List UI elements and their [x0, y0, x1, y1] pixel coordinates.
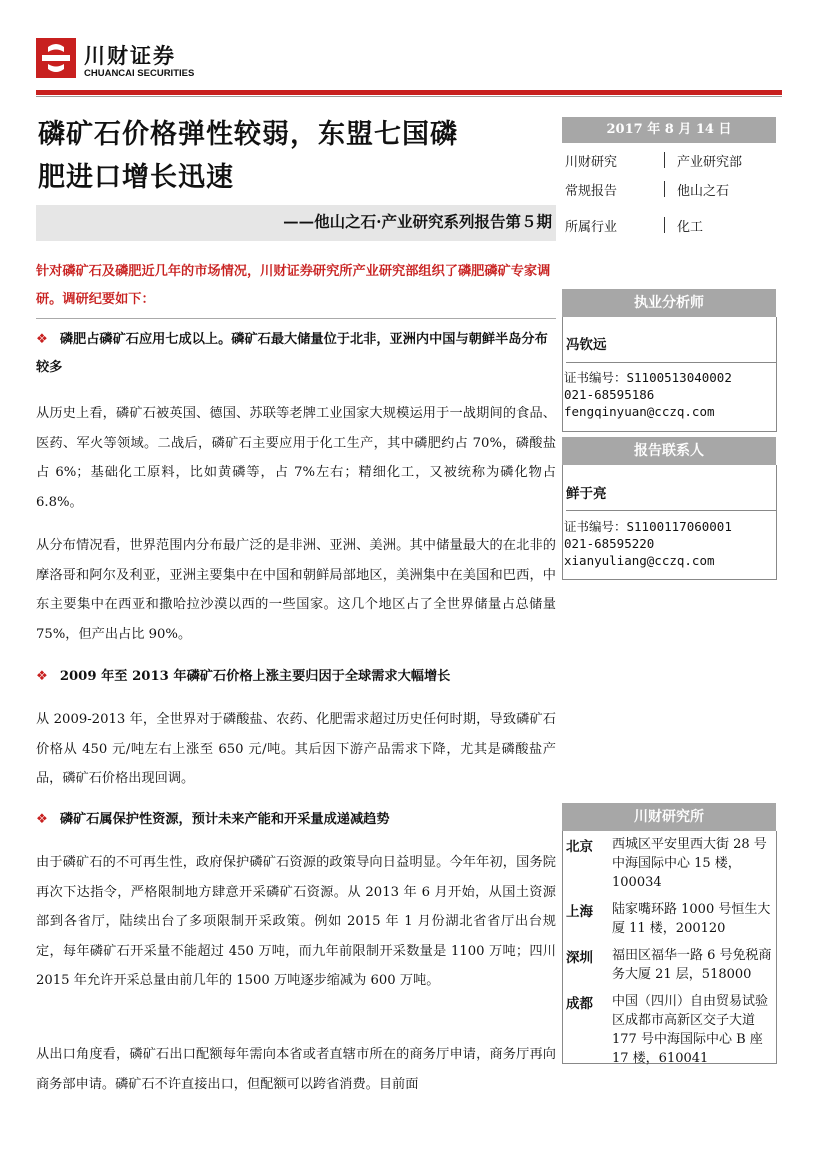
- office-city-shenzhen: 深圳: [566, 950, 593, 966]
- contact-cert: 证书编号：S1100117060001: [564, 519, 732, 534]
- meta-key-3: 所属行业: [565, 220, 618, 235]
- intro-paragraph: 针对磷矿石及磷肥近几年的市场情况，川财证券研究所产业研究部组织了磷肥磷矿专家调研。调研纪要如下：: [36, 264, 551, 307]
- section-heading-1-text: 磷肥占磷矿石应用七成以上。磷矿石最大储量位于北非，亚洲内中国与朝鲜半岛分布较多: [36, 332, 548, 375]
- company-logo: [36, 38, 76, 78]
- paragraph-3: 从 2009-2013 年，全世界对于磷酸盐、农药、化肥需求超过历史任何时期，导致磷矿石价格从 450 元/吨左右上涨至 650 元/吨。其后因下游产品需求下降，尤其是磷酸盐产品，磷矿石价格出现回调。: [36, 712, 556, 786]
- section-heading-3: [36, 806, 556, 834]
- meta-value-1: 产业研究部: [677, 155, 743, 170]
- title-line-2: 肥进口增长迅速: [38, 162, 234, 193]
- contact-phone: 021-68595220: [564, 536, 655, 551]
- office-addr-shenzhen: 福田区福华一路 6 号免税商务大厦 21 层，518000: [612, 948, 772, 982]
- meta-key-2: 常规报告: [565, 184, 618, 199]
- analyst-email[interactable]: fengqinyuan@cczq.com: [564, 404, 715, 419]
- office-city-chengdu: 成都: [566, 996, 593, 1012]
- office-addr-beijing: 西城区平安里西大街 28 号中海国际中心 15 楼，100034: [612, 837, 767, 890]
- header-grey-rule: [36, 96, 782, 97]
- contact-divider: [566, 510, 776, 511]
- section-heading-2-text: 2009 年至 2013 年磷矿石价格上涨主要归因于全球需求大幅增长: [59, 669, 451, 684]
- office-addr-shanghai: 陆家嘴环路 1000 号恒生大厦 11 楼，200120: [612, 902, 771, 936]
- analyst-name: 冯钦远: [566, 337, 607, 353]
- office-addr-chengdu: 中国（四川）自由贸易试验区成都市高新区交子大道 177 号中海国际中心 B 座 17 楼，610041: [612, 994, 769, 1066]
- office-city-shanghai: 上海: [566, 904, 593, 920]
- analyst-cert: 证书编号：S1100513040002: [564, 370, 732, 385]
- contact-name: 鲜于亮: [566, 486, 607, 502]
- report-subtitle: ——他山之石·产业研究系列报告第５期: [283, 212, 552, 231]
- paragraph-2: 从分布情况看，世界范围内分布最广泛的是非洲、亚洲、美洲。其中储量最大的在北非的摩洛哥和阿尔及利亚，亚洲主要集中在中国和朝鲜局部地区，美洲集中在美国和巴西，中东主要集中在西亚和撒哈拉沙漠以西的一些国家。这几个地区占了全世界储量占总储量 75%，但产出占比 90%。: [36, 538, 556, 642]
- analyst-section-head: 执业分析师: [562, 289, 776, 317]
- analyst-phone: 021-68595186: [564, 387, 655, 402]
- report-date: 2017 年 8 月 14 日: [562, 117, 776, 143]
- paragraph-5: 从出口角度看，磷矿石出口配额每年需向本省或者直辖市所在的商务厅申请，商务厅再向商务部申请。磷矿石不许直接出口，但配额可以跨省消费。目前面: [36, 1047, 556, 1092]
- diamond-bullet-icon: ❖: [36, 332, 48, 347]
- logo-name-en: CHUANCAI SECURITIES: [84, 68, 195, 79]
- section-heading-2: [36, 663, 556, 691]
- meta-divider: [664, 217, 665, 233]
- diamond-bullet-icon: ❖: [36, 812, 48, 827]
- intro-separator: [36, 318, 556, 319]
- report-title: [38, 113, 558, 199]
- contact-email[interactable]: xianyuliang@cczq.com: [564, 553, 715, 568]
- header-red-rule: [36, 90, 782, 95]
- meta-divider: [664, 152, 665, 168]
- office-city-beijing: 北京: [566, 839, 593, 855]
- meta-key-1: 川财研究: [565, 155, 618, 170]
- section-heading-3-text: 磷矿石属保护性资源，预计未来产能和开采量成递减趋势: [59, 812, 390, 827]
- logo-mark-icon: [36, 38, 76, 78]
- diamond-bullet-icon: ❖: [36, 669, 48, 684]
- office-section-head: 川财研究所: [562, 803, 776, 831]
- contact-section-head: 报告联系人: [562, 437, 776, 465]
- meta-divider: [664, 181, 665, 197]
- meta-value-3: 化工: [677, 220, 704, 235]
- paragraph-4: 由于磷矿石的不可再生性，政府保护磷矿石资源的政策导向日益明显。今年年初，国务院再次下达指令，严格限制地方肆意开采磷矿石资源。从 2013 年 6 月开始，从国土资源部到各省厅，陆续出台了多项限制开采政策。例如 2015 年 1 月份湖北省省厅出台规定，每年磷矿石开采量不能超过 450 万吨，而九年前限制开采数量是 1100 万吨；四川 2015 年允许开采总量由前几年的 1500 万吨逐步缩减为 600 万吨。: [36, 855, 556, 988]
- title-line-1: 磷矿石价格弹性较弱，东盟七国磷: [38, 119, 458, 150]
- meta-value-2: 他山之石: [677, 184, 730, 199]
- paragraph-1: 从历史上看，磷矿石被英国、德国、苏联等老牌工业国家大规模运用于一战期间的食品、医药、军火等领域。二战后，磷矿石主要应用于化工生产，其中磷肥约占 70%，磷酸盐占 6%；基础化工原料，比如黄磷等，占 7%左右；精细化工，又被统称为磷化物占 6.8%。: [36, 406, 556, 510]
- section-heading-1: [36, 326, 556, 382]
- logo-name-cn: 川财证券: [84, 44, 176, 68]
- analyst-divider: [566, 362, 776, 363]
